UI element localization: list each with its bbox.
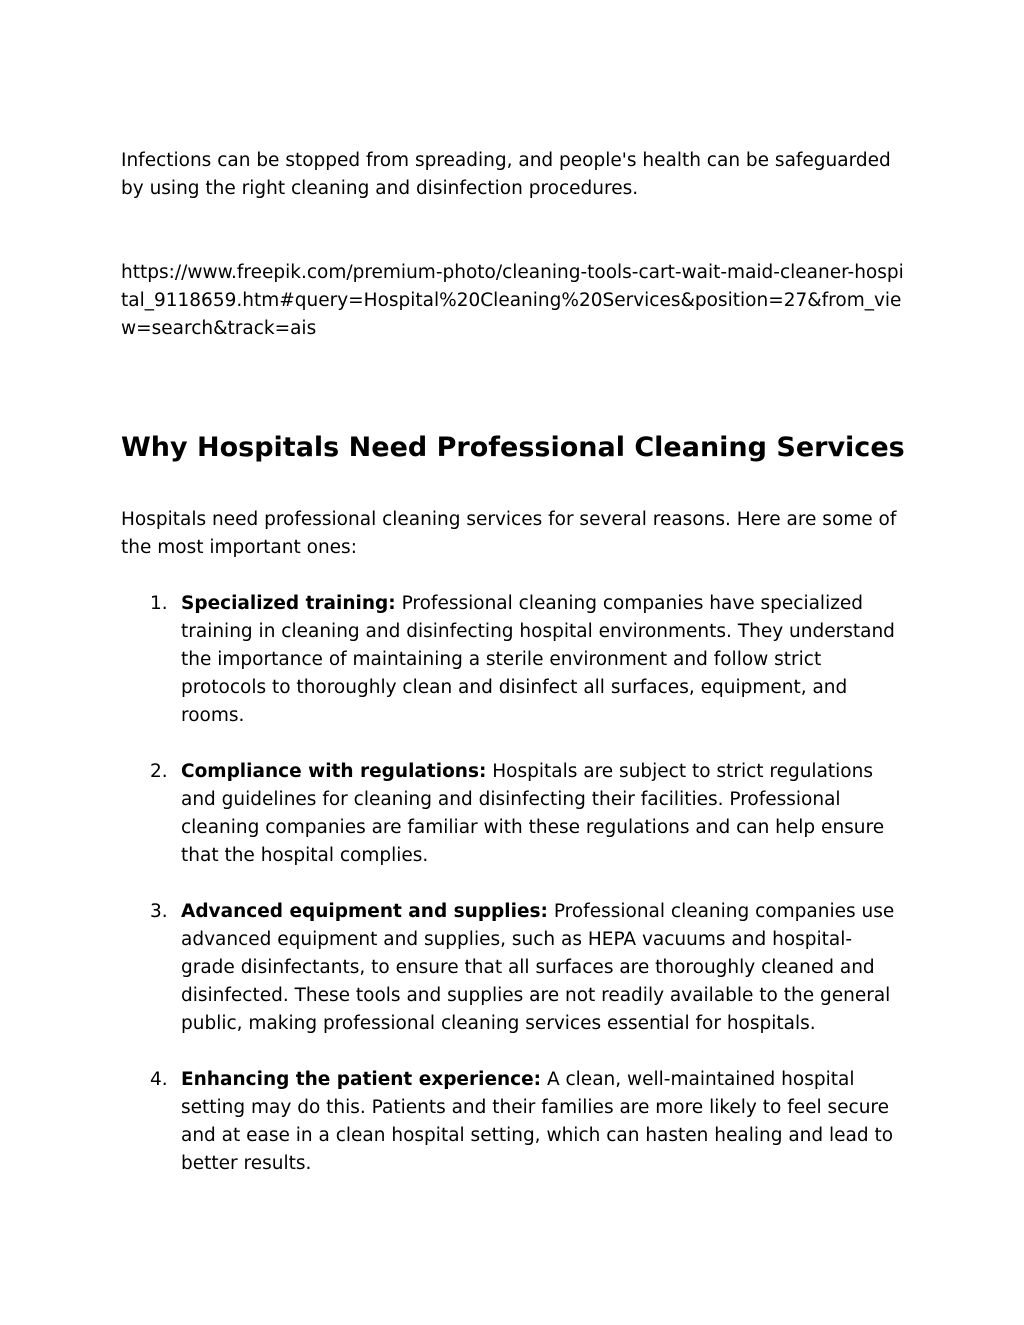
list-item-number: 2. xyxy=(150,761,168,782)
list-item-text: Professional cleaning companies use advanced equipment and supplies, such as HEPA vacuums and hospital-grade disinfectants, to ensure that all surfaces are thoroughly cleaned and disinfected. These tools and supplies are not readily available to the general public, making professional cleaning services essential for hospitals. xyxy=(181,901,895,1034)
list-item-term: Advanced equipment and supplies: xyxy=(181,901,548,922)
list-item-text: Hospitals are subject to strict regulations and guidelines for cleaning and disinfecting their facilities. Professional cleaning companies are familiar with these regulations and can help ensure that the hospital complies. xyxy=(181,761,885,866)
list-item-term: Specialized training: xyxy=(181,593,396,614)
list-item-number: 1. xyxy=(150,593,168,614)
list-item-text: A clean, well-maintained hospital setting may do this. Patients and their families are more likely to feel secure and at ease in a clean hospital setting, which can hasten healing and lead to better results. xyxy=(181,1069,894,1174)
image-source-url: https://www.freepik.com/premium-photo/cleaning-tools-cart-wait-maid-cleaner-hospital_9118659.htm#query=Hospital%20Cleaning%20Services&position=27&from_view=search&track=ais xyxy=(121,262,904,339)
list-item-text: Professional cleaning companies have specialized training in cleaning and disinfecting hospital environments. They understand the importance of maintaining a sterile environment and follow strict protocols to thoroughly clean and disinfect all surfaces, equipment, and rooms. xyxy=(181,593,895,726)
intro-paragraph: Infections can be stopped from spreading, and people's health can be safeguarded by using the right cleaning and disinfection procedures. xyxy=(121,150,891,199)
list-item-term: Enhancing the patient experience: xyxy=(181,1069,542,1090)
list-item-term: Compliance with regulations: xyxy=(181,761,487,782)
list-item xyxy=(0,758,901,870)
list-item-number: 3. xyxy=(150,901,168,922)
list-item xyxy=(0,590,901,730)
reasons-list xyxy=(0,590,1024,1206)
list-item xyxy=(0,1066,901,1178)
list-item-number: 4. xyxy=(150,1069,168,1090)
list-item xyxy=(0,898,901,1038)
lead-paragraph: Hospitals need professional cleaning services for several reasons. Here are some of the most important ones: xyxy=(121,509,897,558)
section-heading: Why Hospitals Need Professional Cleaning Services xyxy=(121,432,905,463)
